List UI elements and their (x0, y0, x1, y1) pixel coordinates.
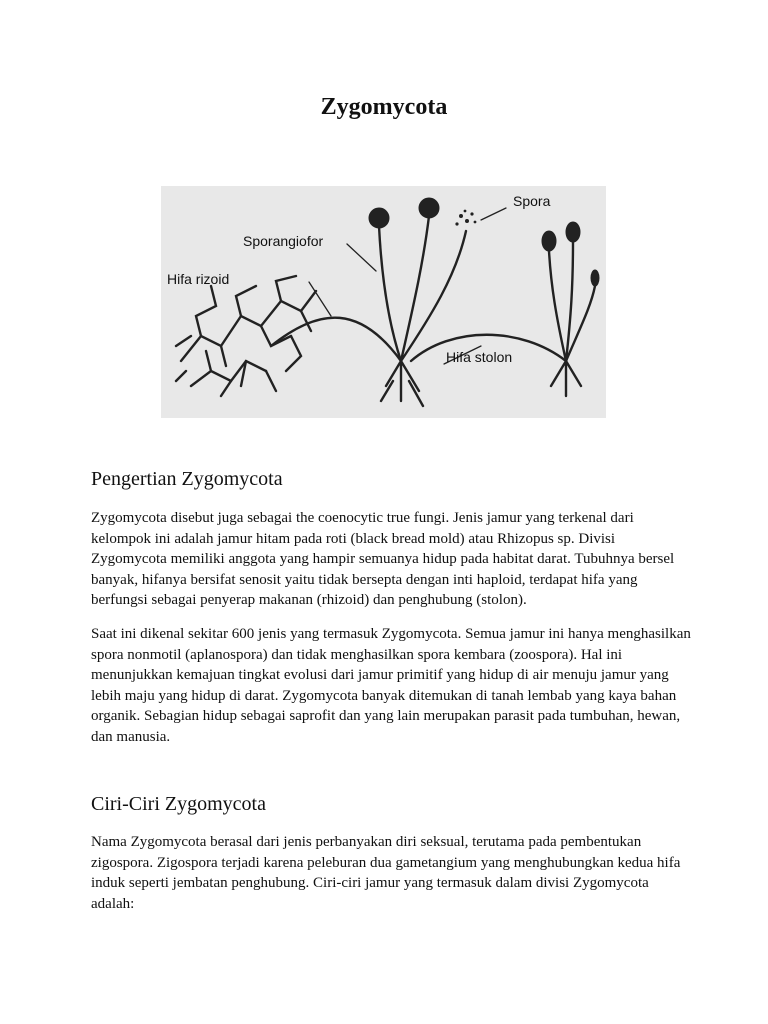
paragraph: Nama Zygomycota berasal dari jenis perbanyakan diri seksual, terutama pada pembentukan zigospora. Zigospora terjadi karena peleburan dua gametangium yang menghubungkan kedua hifa induk seperti jembatan penghubung. Ciri-ciri jamur yang termasuk dalam divisi Zygomycota adalah: (91, 834, 681, 912)
sporangium (542, 231, 556, 251)
sporangiophore (401, 231, 466, 361)
leader-line (481, 208, 506, 220)
leader-line (309, 282, 331, 316)
sporangiophore (549, 251, 566, 361)
section-heading-pengertian: Pengertian Zygomycota (91, 468, 283, 490)
label-sporangiofor: Sporangiofor (243, 233, 324, 249)
label-hifa-rizoid: Hifa rizoid (167, 271, 230, 287)
rhizoid-branch (191, 351, 266, 386)
sporangiophore (566, 241, 573, 361)
label-spora: Spora (513, 193, 551, 209)
leader-line (347, 244, 376, 271)
rhizoid-branch (181, 291, 316, 361)
page-title: Zygomycota (320, 94, 448, 120)
paragraph: Zygomycota disebut juga sebagai the coenocytic true fungi. Jenis jamur yang terkenal dari kelompok ini adalah jamur hitam pada roti (black bread mold) atau Rhizopus sp. Divisi Zygomycota memiliki anggota yang hampir semuanya hidup pada habitat darat. Tubuhnya bersel banyak, hifanya bersifat senosit yaitu tidak bersepta dengan inti haploid, terdapat hifa yang berfungsi sebagai penyerap makanan (rhizoid) dan penghubung (stolon). (91, 510, 675, 608)
rhizopus-diagram (161, 186, 606, 418)
sporangium (591, 270, 599, 286)
rhizopus-illustration (161, 186, 606, 418)
sporangium (419, 198, 439, 218)
rhizoid-branch (196, 286, 256, 366)
sporangium (566, 222, 580, 242)
label-hifa-stolon: Hifa stolon (446, 349, 513, 365)
root (381, 361, 423, 406)
section-heading-ciri-ciri: Ciri-Ciri Zygomycota (91, 793, 266, 815)
root (551, 361, 581, 396)
paragraph: Saat ini dikenal sekitar 600 jenis yang termasuk Zygomycota. Semua jamur ini hanya menghasilkan spora nonmotil (aplanospora) dan tidak menghasilkan spora kembara (zoospora). Hal ini menunjukkan kemajuan tingkat evolusi dari jamur primitif yang hidup di air menuju jamur yang lebih maju yang hidup di darat. Zygomycota banyak ditemukan di tanah lembab yang kaya bahan organik. Sebagian hidup sebagai saprofit dan yang lain merupakan parasit pada tumbuhan, hewan, dan manusia. (91, 626, 691, 745)
sporangium (369, 208, 389, 228)
stolon (271, 318, 401, 361)
